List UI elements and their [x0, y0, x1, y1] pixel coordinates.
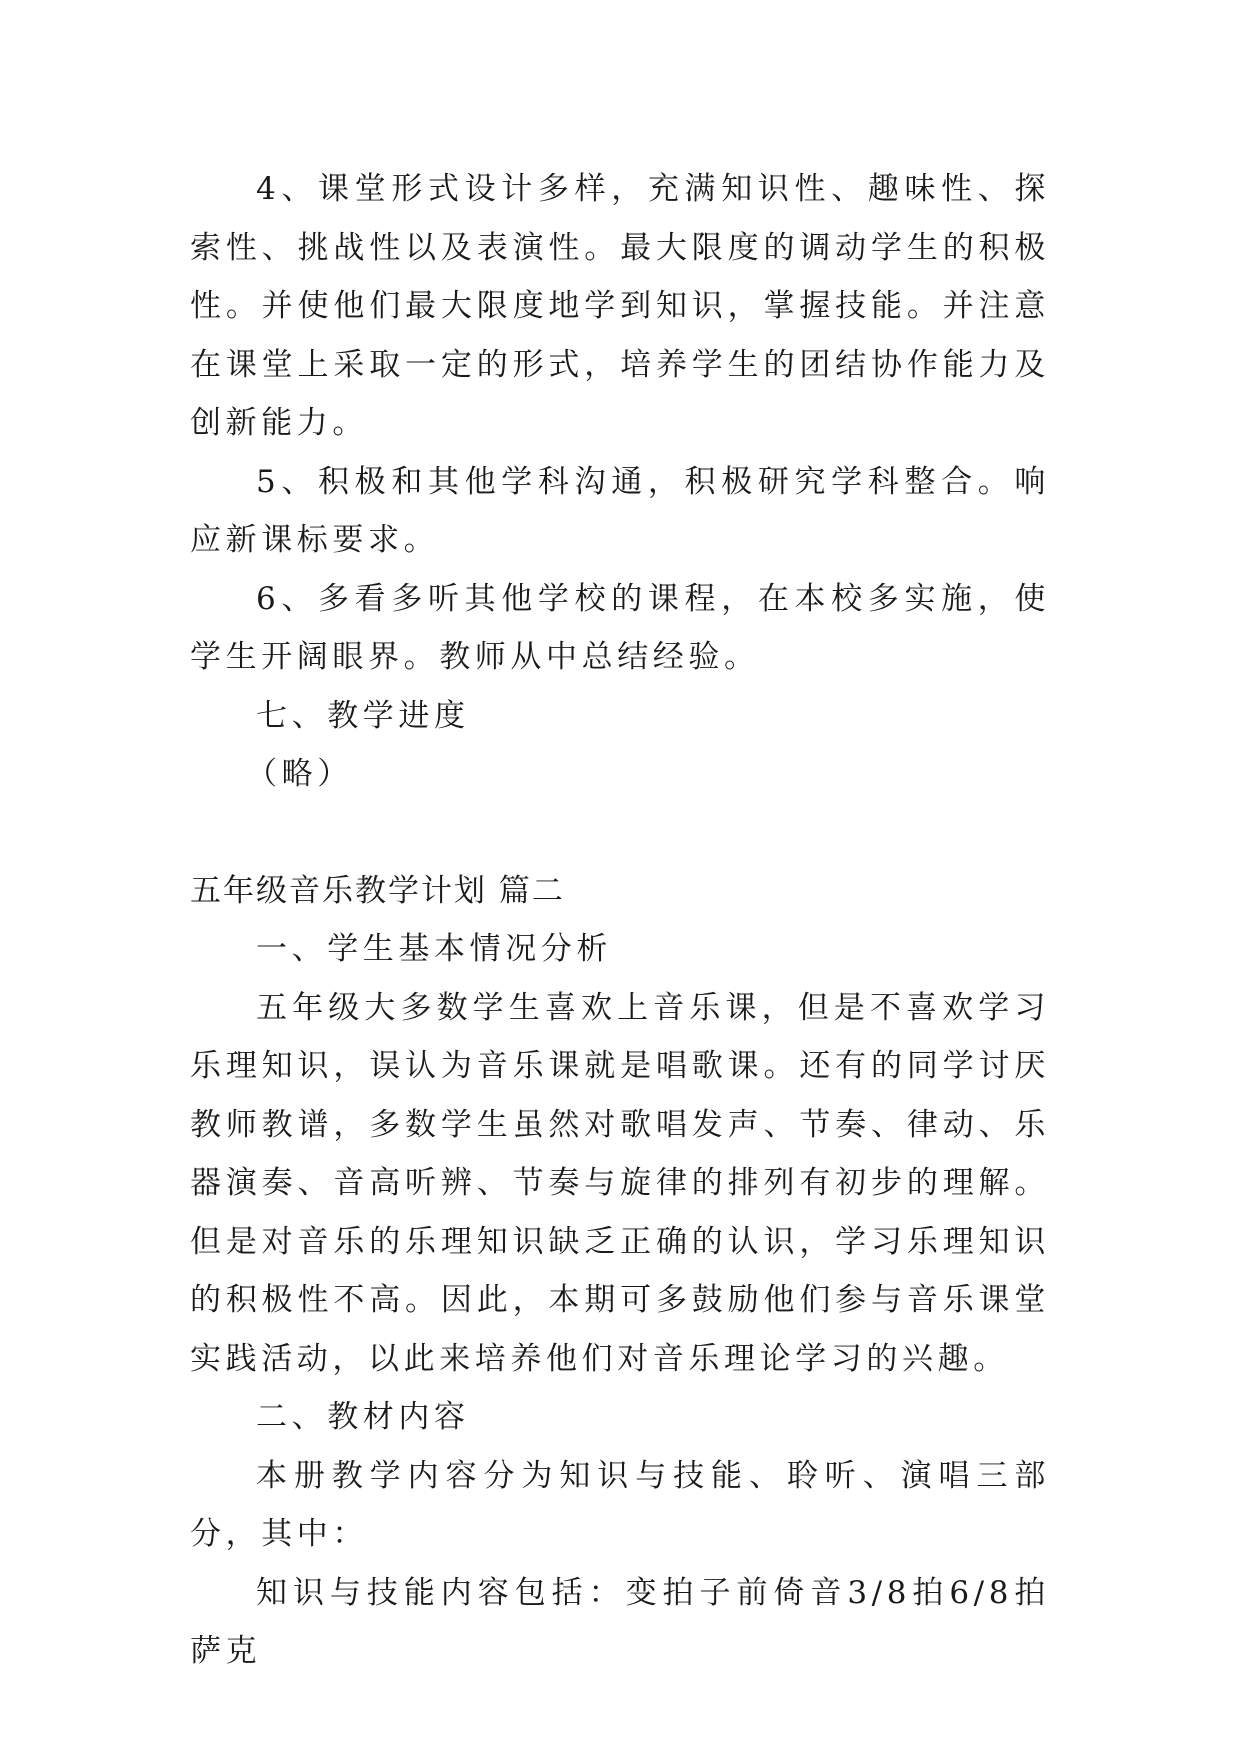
section-note-omitted: （略） — [246, 756, 353, 792]
knowledge-skills-paragraph: 知识与技能内容包括：变拍子前倚音3/8拍6/8拍萨克 — [190, 1574, 1050, 1669]
section-spacer — [190, 804, 1050, 862]
paragraph-item-4: 4、课堂形式设计多样，充满知识性、趣味性、探索性、挑战性以及表演性。最大限度的调动学生的积极性。并使他们最大限度地学到知识，掌握技能。并注意在课堂上采取一定的形式，培养学生的团结协作能力及创新能力。 — [190, 171, 1050, 441]
document-section-title: 五年级音乐教学计划 篇二 — [190, 872, 565, 909]
paragraph-item-6: 6、多看多听其他学校的课程，在本校多实施，使学生开阔眼界。教师从中总结经验。 — [190, 580, 1050, 675]
section-heading-seven: 七、教学进度 — [256, 697, 470, 734]
section-heading-two: 二、教材内容 — [256, 1399, 470, 1435]
textbook-content-paragraph: 本册教学内容分为知识与技能、聆听、演唱三部分，其中： — [190, 1457, 1050, 1552]
section-heading-one: 一、学生基本情况分析 — [256, 931, 612, 967]
document-body — [190, 160, 1050, 1681]
paragraph-item-5: 5、积极和其他学科沟通，积极研究学科整合。响应新课标要求。 — [190, 463, 1050, 558]
student-analysis-paragraph: 五年级大多数学生喜欢上音乐课，但是不喜欢学习乐理知识，误认为音乐课就是唱歌课。还有的同学讨厌教师教谱，多数学生虽然对歌唱发声、节奏、律动、乐器演奏、音高听辨、节奏与旋律的排列有初步的理解。但是对音乐的乐理知识缺乏正确的认识，学习乐理知识的积极性不高。因此，本期可多鼓励他们参与音乐课堂实践活动，以此来培养他们对音乐理论学习的兴趣。 — [190, 989, 1050, 1377]
